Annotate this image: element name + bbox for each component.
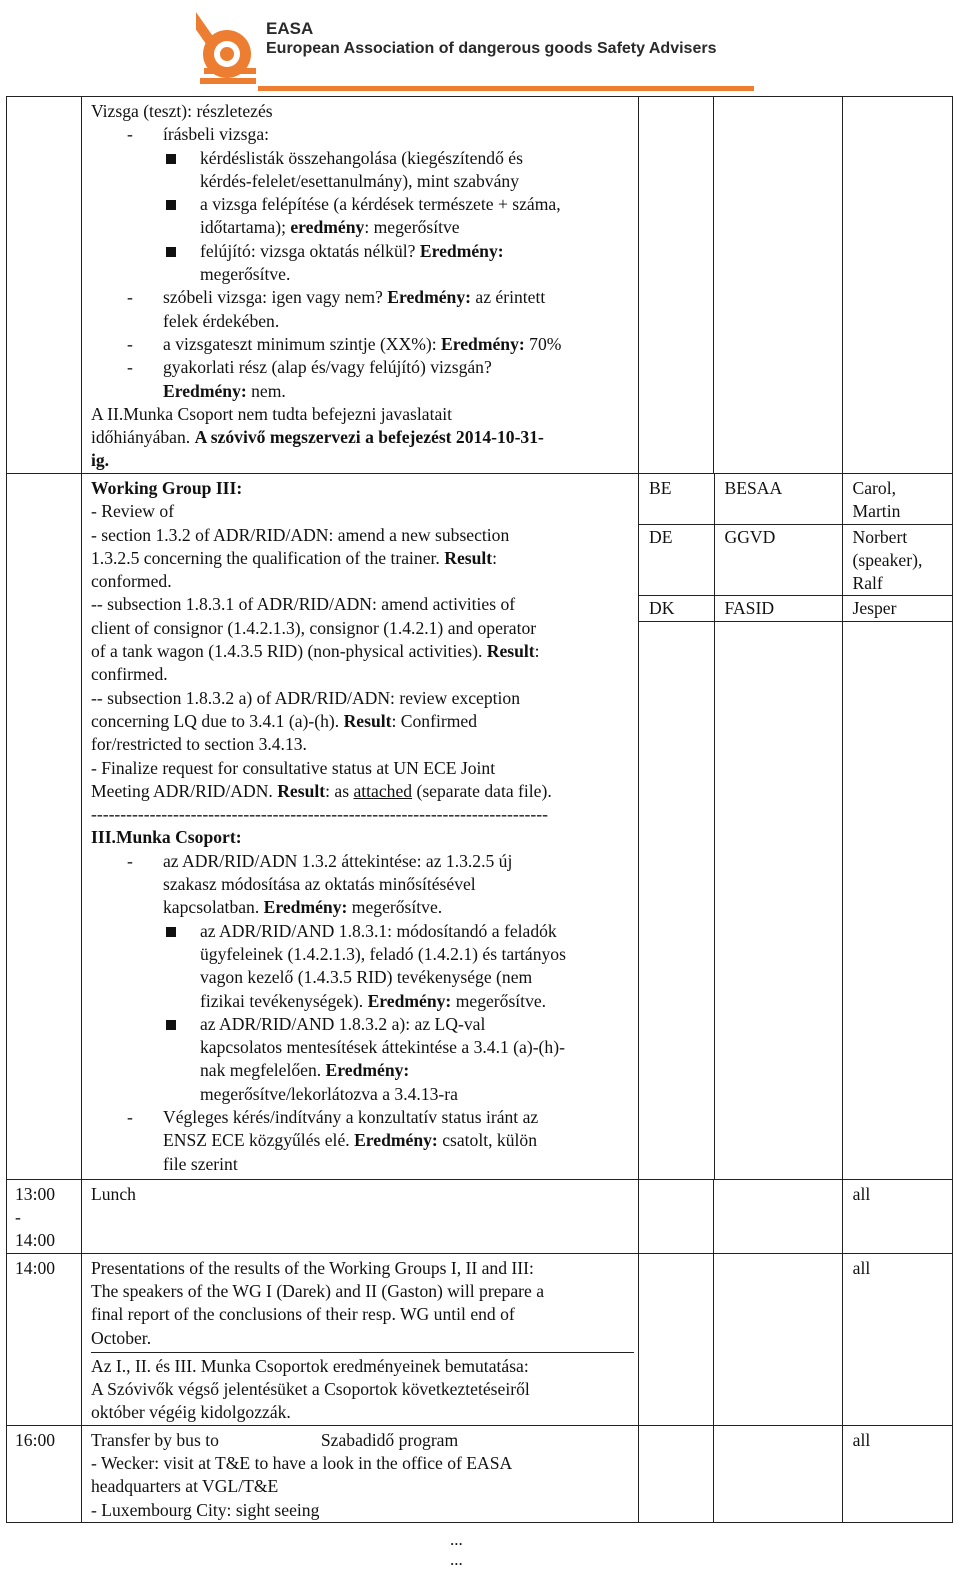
list-item: - gyakorlati rész (alap és/vagy felújító) vizsgán? Eredmény: nem. <box>127 357 492 401</box>
names-cell <box>842 97 952 474</box>
list-item: felújító: vizsga oktatás nélkül? Eredmény: megerősítve. <box>91 240 638 287</box>
participants-table <box>639 474 952 1179</box>
participant-country: DK <box>639 596 714 621</box>
participant-row <box>639 596 952 621</box>
attendees: all <box>842 1179 952 1253</box>
list-item: - szóbeli vizsga: igen vagy nem? Eredmény: az érintett felek érdekében. <box>127 287 546 331</box>
list-item: - a vizsgateszt minimum szintje (XX%): Eredmény: 70% <box>127 333 562 354</box>
time-cell: 16:00 <box>7 1425 82 1522</box>
participant-names: Norbert (speaker), Ralf <box>842 524 952 596</box>
time-cell: 14:00 <box>7 1253 82 1425</box>
language-divider: Az I., II. és III. Munka Csoportok eredményeinek bemutatása: A Szóvivők végső jelentésüket a Csoportok következtetéseiről október végéig kidolgozzák. <box>91 1352 634 1425</box>
bullet-square-icon <box>166 247 176 257</box>
continuation-dots: ... <box>450 1550 463 1569</box>
participant-names: Jesper <box>842 596 952 621</box>
org-full-name: European Association of dangerous goods Safety Advisers <box>266 40 717 57</box>
participant-org: GGVD <box>714 524 842 596</box>
org-short-name: EASA <box>266 19 314 38</box>
continuation-dots: ... <box>450 1530 463 1549</box>
time-cell <box>7 474 82 1180</box>
country-cell <box>639 97 714 474</box>
bullet-square-icon <box>166 1020 176 1030</box>
bullet-square-icon <box>166 927 176 937</box>
org-cell <box>714 97 842 474</box>
table-row <box>7 1425 953 1522</box>
agenda-table <box>6 96 953 1523</box>
participant-names: Carol, Martin <box>852 478 901 522</box>
wg3-cell: Working Group III: - Review of - section 1.3.2 of ADR/RID/ADN: amend a new subsection 1.3.2.5 concerning the qualification of the trainer. Result: conformed. -- subsection 1.8.3.1 of ADR/RID/ADN: amend activities of client of consignor (1.4.2.1.3), consignor (1.4.2.1) and operator of a tank wagon (1.4.3.5 RID) (non-physical activities). Result: confirmed. -- subsection 1.8.3.2 a) of ADR/RID/ADN: review exception concerning LQ due to 3.4.1 (a)-(h). Result: Confirmed for/restricted to section 3.4.13. - Finalize request for consultative status at UN ECE Joint Meeting ADR/RID/ADN. Result: as attached (separate data file). ------------------------------------------------------------------------------ III.Munka Csoport: - az ADR/RID/ADN 1.3.2 áttekintése: az 1.3.2.5 új szakasz módosítása az oktatás minősítésével kapcsolatban. Eredmény: megerősítve. az ADR/RID/AND 1.8.3.1: módosítandó a feladók ügyfeleinek (1.4.2.1.3), feladó (1.4.2.1) és tartányos vagon kezelő (1.4.3.5 RID) tevékenysége (nem fizikai tevékenységek). Eredmény: megerősítve. az ADR/RID/AND 1.8.3.2 a): az LQ-val kapcsolatos mentesítések áttekintése a 3.4.1 (a)-(h)- nak megfelelően. Eredmény: megerősítve/lekorlátozva a 3.4.13-ra - Végleges kérés/indítvány a konzultatív status iránt az ENSZ ECE közgyűlés elé. Eredmény: csatolt, külön file szerint <box>82 474 639 1180</box>
attached-link: attached <box>353 780 413 801</box>
hu-wg3-title: III.Munka Csoport: <box>91 827 242 848</box>
participant-org: BESAA <box>714 474 842 524</box>
attendees: all <box>842 1425 952 1522</box>
document-header <box>196 0 756 96</box>
participant-row <box>639 474 952 524</box>
lunch-label: Lunch <box>82 1179 639 1253</box>
table-row <box>7 97 953 474</box>
participant-row <box>639 524 952 596</box>
table-row <box>7 474 953 1180</box>
list-item: az ADR/RID/AND 1.8.3.1: módosítandó a feladók ügyfeleinek (1.4.2.1.3), feladó (1.4.2.1) és tartányos vagon kezelő (1.4.3.5 RID) tevékenysége (nem fizikai tevékenységek). Eredmény: megerősítve. <box>91 920 638 1013</box>
wg3-title: Working Group III: <box>91 478 243 498</box>
participants-cell <box>639 474 953 1180</box>
easa-logo-icon <box>196 2 262 88</box>
transfer-cell: Transfer by bus to Szabadidő program - Wecker: visit at T&E to have a look in the office of EASA headquarters at VGL/T&E - Luxembourg City: sight seeing <box>82 1425 639 1522</box>
list-item: - az ADR/RID/ADN 1.3.2 áttekintése: az 1.3.2.5 új szakasz módosítása az oktatás minősítésével kapcsolatban. Eredmény: megerősítve. <box>127 850 513 918</box>
header-divider <box>258 86 754 91</box>
exam-details-cell: Vizsga (teszt): részletezés - írásbeli vizsga: kérdéslisták összehangolása (kiegészítendő és kérdés-felelet/esettanulmány), mint szabvány a vizsga felépítése (a kérdések természete + száma, időtartama); eredmény: megerősítve felújító: vizsga oktatás nélkül? Eredmény: megerősítve. - szóbeli vizsga: igen vagy nem? Eredmény: az érintett felek érdekében. - a vizsgateszt minimum szintje (XX%): Eredmény: 70% - gyakorlati rész (alap és/vagy felújító) vizsgán? Eredmény: nem. A II.Munka Csoport nem tudta befejezni javaslatait időhiányában. A szóvivő megszervezi a befejezést 2014-10-31- ig. <box>82 97 639 474</box>
participant-country: BE <box>639 474 714 524</box>
time-cell: 13:00 - 14:00 <box>7 1179 82 1253</box>
table-row <box>7 1179 953 1253</box>
list-item: kérdéslisták összehangolása (kiegészítendő és kérdés-felelet/esettanulmány), mint szabvány <box>91 147 638 194</box>
list-item: az ADR/RID/AND 1.8.3.2 a): az LQ-val kapcsolatos mentesítések áttekintése a 3.4.1 (a)-(h)- nak megfelelően. Eredmény: megerősítve/lekorlátozva a 3.4.13-ra <box>91 1013 638 1106</box>
bullet-square-icon <box>166 200 176 210</box>
table-row <box>7 1253 953 1425</box>
dashed-separator: ------------------------------------------------------------------------------ <box>91 804 548 825</box>
presentations-cell: Presentations of the results of the Working Groups I, II and III: The speakers of the WG I (Darek) and II (Gaston) will prepare a final report of the conclusions of their resp. WG until end of October. Az I., II. és III. Munka Csoportok eredményeinek bemutatása: A Szóvivők végső jelentésüket a Csoportok következtetéseiről október végéig kidolgozzák. <box>82 1253 639 1425</box>
list-item: a vizsga felépítése (a kérdések természete + száma, időtartama); eredmény: megerősítve <box>91 193 638 240</box>
participant-country: DE <box>639 524 714 596</box>
exam-heading: Vizsga (teszt): részletezés <box>91 101 273 121</box>
list-item: - Végleges kérés/indítvány a konzultatív status iránt az ENSZ ECE közgyűlés elé. Eredmény: csatolt, külön file szerint <box>127 1107 539 1174</box>
wg2-note: A II.Munka Csoport nem tudta befejezni javaslatait <box>91 403 453 424</box>
bullet-square-icon <box>166 154 176 164</box>
time-cell <box>7 97 82 474</box>
participant-org: FASID <box>714 596 842 621</box>
list-item: - írásbeli vizsga: <box>127 124 270 145</box>
attendees: all <box>842 1253 952 1425</box>
